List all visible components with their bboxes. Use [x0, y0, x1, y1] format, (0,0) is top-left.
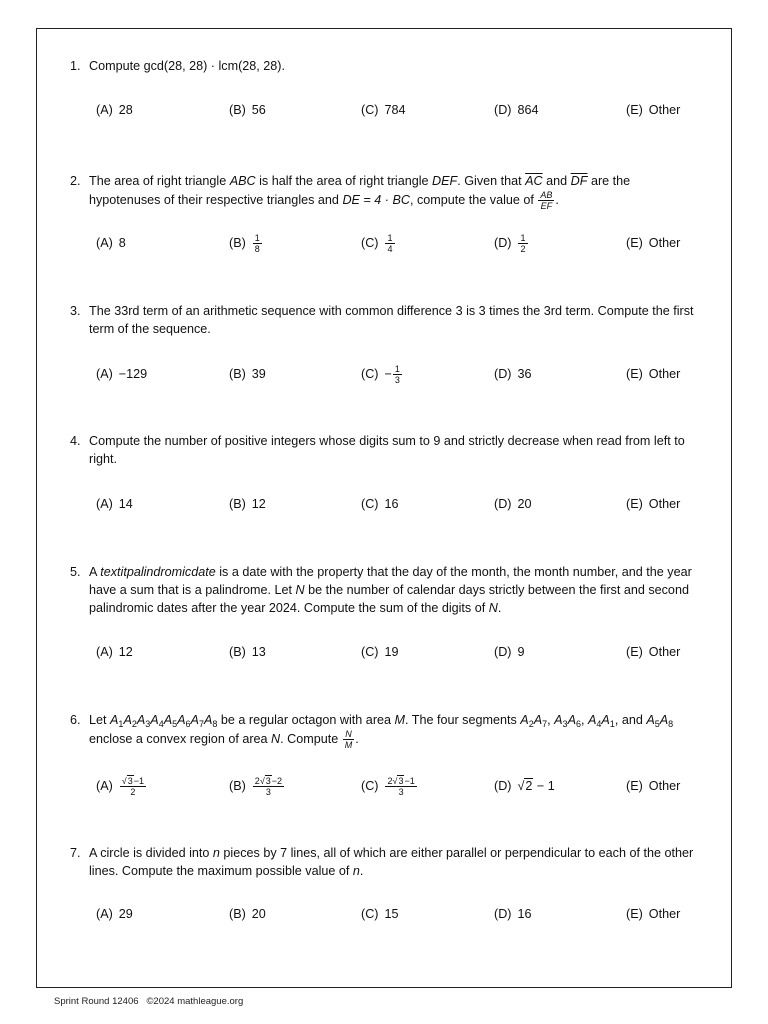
- fraction: $\frac{1}{8}$: [254, 233, 260, 255]
- fraction: $\frac{1}{3}$: [394, 364, 400, 386]
- choices-7: [96, 902, 716, 926]
- question-3: [70, 302, 702, 338]
- choices-4: [96, 492, 716, 516]
- question-number: 7.: [70, 846, 81, 860]
- choices-1: [96, 98, 716, 122]
- question-number: 4.: [70, 434, 81, 448]
- choice-a[interactable]: (A) 12: [96, 645, 133, 659]
- choice-value: Other: [648, 103, 681, 117]
- question-2: [70, 172, 702, 211]
- choice-b[interactable]: (B) 12: [229, 497, 266, 511]
- choice-c[interactable]: (C) 15: [361, 907, 399, 921]
- page-footer: [54, 996, 243, 1007]
- question-text: Compute gcd(28, 28) · lcm(28, 28).: [89, 59, 285, 73]
- choice-e[interactable]: (E) Other: [626, 779, 681, 793]
- choice-value: 56: [251, 103, 266, 117]
- choice-e[interactable]: (E) Other: [626, 236, 681, 250]
- question-number: 1.: [70, 59, 81, 73]
- sqrt-icon: √3: [121, 776, 133, 787]
- footer-round: Sprint Round 12406: [54, 996, 139, 1007]
- choice-d[interactable]: [494, 98, 539, 122]
- choice-a[interactable]: (A) 14: [96, 497, 133, 511]
- choice-label: (E): [626, 103, 643, 117]
- choice-c[interactable]: (C) $\frac{1}{4}$: [361, 233, 393, 255]
- question-text: A circle is divided into n pieces by 7 lines, all of which are either parallel or perpendicular to each of the other lines. Compute the maximum possible value of n.: [89, 846, 694, 878]
- question-text: The area of right triangle ABC is half the area of right triangle DEF. Given that $\overline{AC}$ and $\overline{DF}$ are the hypotenuses of their respective triangles and DE = 4 · BC, compute the value of $\frac{AB}{EF}$ .: [89, 174, 631, 211]
- fraction: $\frac{√3-1}{2}$: [121, 776, 145, 798]
- sqrt-icon: √3: [259, 776, 271, 787]
- choice-e[interactable]: (E) Other: [626, 367, 681, 381]
- choice-d[interactable]: (D) 20: [494, 497, 532, 511]
- choice-a[interactable]: (A) −129: [96, 367, 148, 381]
- fraction: $\frac{1}{4}$: [387, 233, 393, 255]
- choice-e[interactable]: (E) Other: [626, 645, 681, 659]
- choices-6: [96, 774, 716, 798]
- choice-a[interactable]: (A) $\frac{√3-1}{2}$: [96, 776, 145, 798]
- question-text: Let $A_1A_2A_3A_4A_5A_6A_7A_8$ be a regular octagon with area M. The four segments $A_2A_7$, $A_3A_6$, $A_4A_1$, and $A_5A_8$ enclose a convex region of area N. Compute $\frac{N}{M}$ .: [89, 713, 674, 750]
- question-number: 6.: [70, 713, 81, 727]
- choice-a[interactable]: [96, 98, 133, 122]
- question-1: [70, 57, 702, 75]
- choice-b[interactable]: (B) 39: [229, 367, 266, 381]
- choices-5: [96, 640, 716, 664]
- choice-value: 784: [384, 103, 406, 117]
- choices-2: [96, 231, 716, 255]
- choice-c[interactable]: (C) 16: [361, 497, 399, 511]
- choice-a[interactable]: (A) 8: [96, 236, 126, 250]
- choice-b[interactable]: (B) $\frac{1}{8}$: [229, 233, 260, 255]
- choice-c[interactable]: (C) 19: [361, 645, 399, 659]
- question-4: [70, 432, 702, 468]
- choice-c[interactable]: [361, 98, 406, 122]
- choice-e[interactable]: [626, 98, 680, 122]
- choice-e[interactable]: (E) Other: [626, 497, 681, 511]
- choice-b[interactable]: [229, 98, 266, 122]
- choice-label: (A): [96, 103, 113, 117]
- choices-3: [96, 362, 716, 386]
- question-number: 3.: [70, 304, 81, 318]
- choice-b[interactable]: (B) 20: [229, 907, 266, 921]
- choice-value: 28: [118, 103, 133, 117]
- choice-a[interactable]: (A) 29: [96, 907, 133, 921]
- fraction: $\frac{1}{2}$: [520, 233, 526, 255]
- choice-b[interactable]: (B) $\frac{2√3-2}{3}$: [229, 776, 283, 798]
- fraction: $\frac{AB}{EF}$: [540, 190, 553, 211]
- fraction: $\frac{N}{M}$: [344, 729, 353, 750]
- question-7: [70, 844, 702, 880]
- sqrt-icon: √2: [517, 779, 533, 793]
- choice-c[interactable]: (C) $\frac{2√3-1}{3}$: [361, 776, 415, 798]
- choice-d[interactable]: (D) 16: [494, 907, 532, 921]
- footer-copyright: ©2024 mathleague.org: [146, 996, 244, 1007]
- choice-b[interactable]: (B) 13: [229, 645, 266, 659]
- choice-d[interactable]: (D) 9: [494, 645, 525, 659]
- question-text: Compute the number of positive integers whose digits sum to 9 and strictly decrease when read from left to right.: [89, 434, 685, 466]
- choice-d[interactable]: (D) 36: [494, 367, 532, 381]
- choice-d[interactable]: (D) √2 − 1: [494, 774, 555, 798]
- question-text: A textitpalindromicdate is a date with the property that the day of the month, the month number, and the year have a sum that is a palindrome. Let N be the number of calendar days strictly between the first and second palindromic dates after the year 2024. Compute the sum of the digits of N.: [89, 565, 692, 615]
- sqrt-icon: √3: [392, 776, 404, 787]
- choice-d[interactable]: (D) $\frac{1}{2}$: [494, 233, 526, 255]
- choice-e[interactable]: (E) Other: [626, 907, 681, 921]
- question-number: 5.: [70, 565, 81, 579]
- choice-c[interactable]: (C) − $\frac{1}{3}$: [361, 364, 400, 386]
- choice-label: (B): [229, 103, 246, 117]
- choice-label: (C): [361, 103, 379, 117]
- question-6: [70, 711, 702, 750]
- fraction: $\frac{2√3-2}{3}$: [254, 776, 283, 798]
- question-5: [70, 563, 702, 617]
- choice-label: (D): [494, 103, 512, 117]
- fraction: $\frac{2√3-1}{3}$: [387, 776, 415, 798]
- question-number: 2.: [70, 174, 81, 188]
- choice-value: 864: [517, 103, 539, 117]
- question-text: The 33rd term of an arithmetic sequence with common difference 3 is 3 times the 3rd term. Compute the first term of the sequence.: [89, 304, 694, 336]
